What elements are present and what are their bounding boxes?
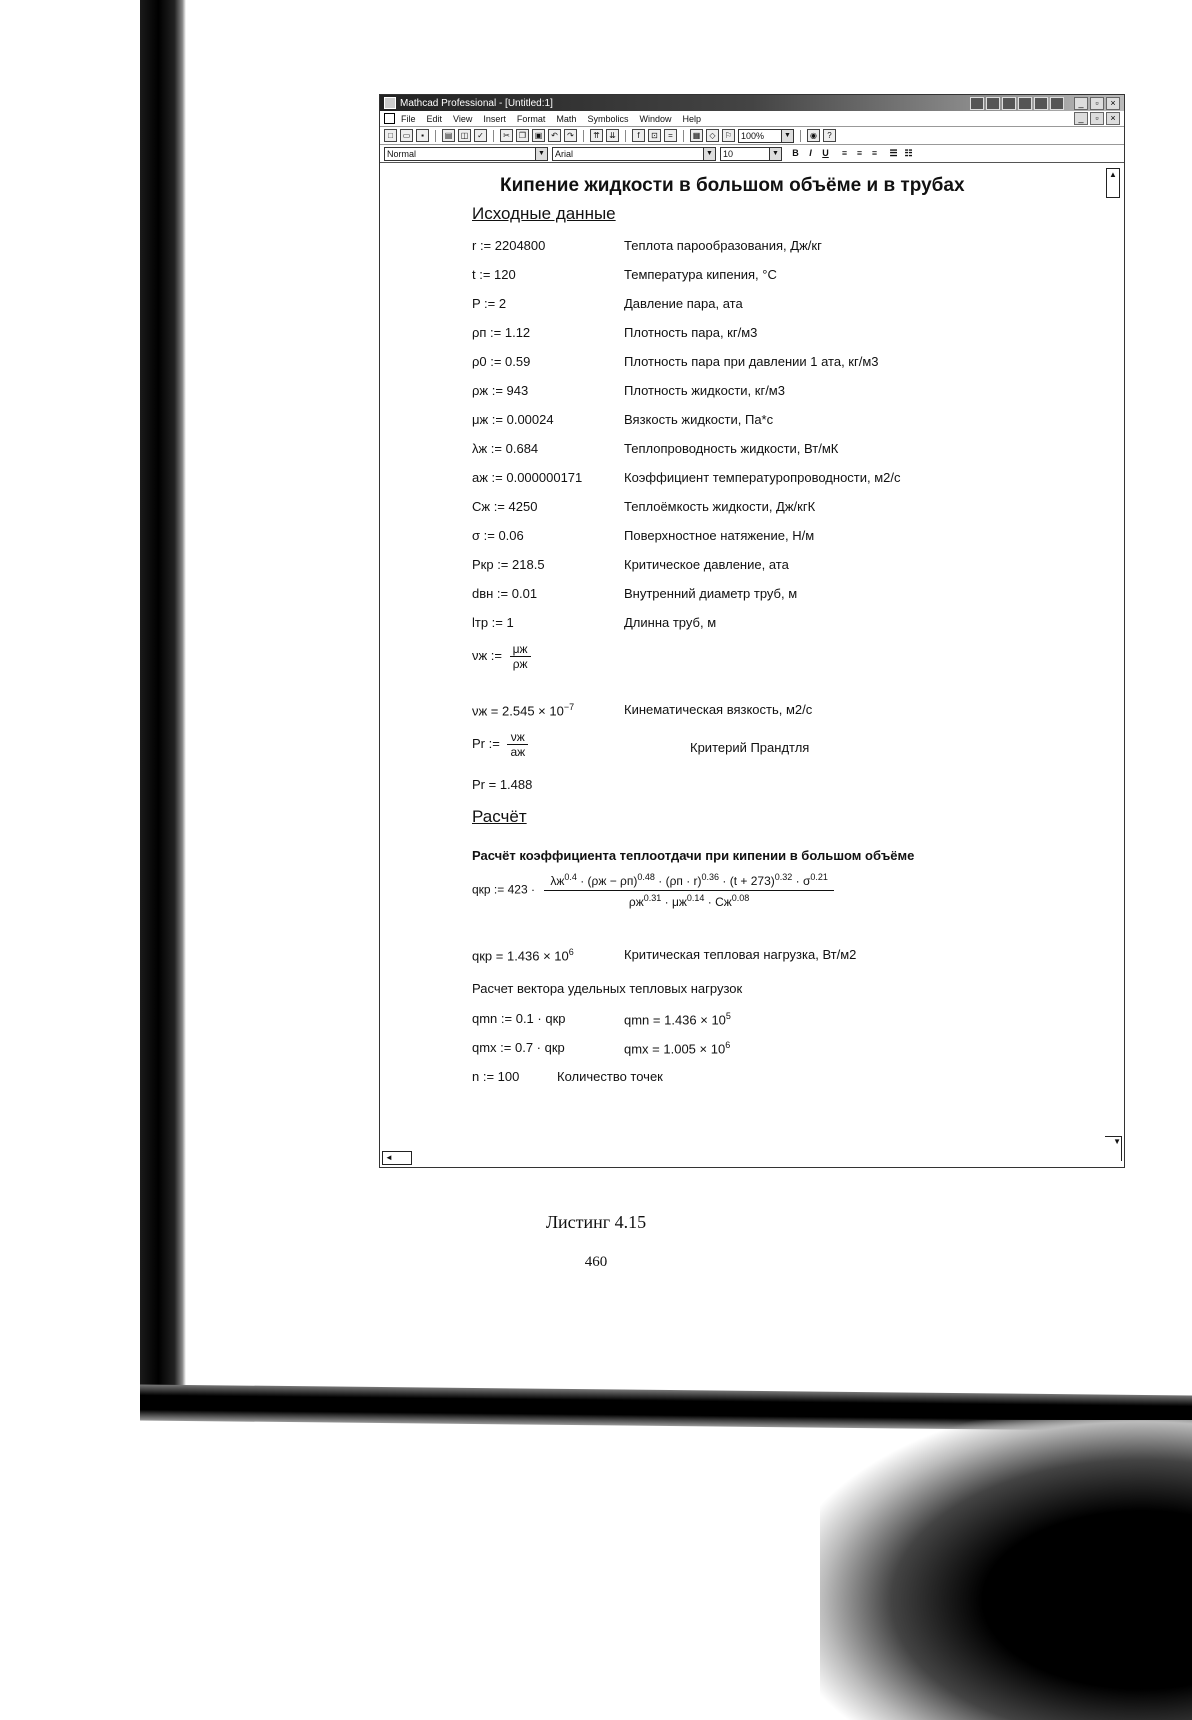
- insert-component-icon[interactable]: ◇: [706, 129, 719, 142]
- document-window-controls: [1074, 112, 1120, 125]
- input-definition[interactable]: P := 2: [472, 296, 507, 311]
- input-description[interactable]: Плотность пара при давлении 1 ата, кг/м3: [624, 354, 879, 369]
- nu-denominator: ρж: [512, 657, 528, 671]
- input-description[interactable]: Теплоёмкость жидкости, Дж/кгК: [624, 499, 816, 514]
- qkr-lhs: qкр := 423 ·: [472, 882, 535, 897]
- nu-numerator: μж: [510, 642, 531, 657]
- nu-result-exponent: −7: [563, 702, 575, 712]
- qkr-fraction: [544, 872, 834, 909]
- doc-close-button[interactable]: ×: [1106, 112, 1120, 125]
- chevron-down-icon: ▼: [781, 130, 793, 142]
- doc-restore-button[interactable]: ▫: [1090, 112, 1104, 125]
- insert-unit-icon[interactable]: ⊡: [648, 129, 661, 142]
- qmn-result[interactable]: [624, 1011, 731, 1027]
- input-definition[interactable]: μж := 0.00024: [472, 412, 554, 427]
- print-preview-icon[interactable]: ◫: [458, 129, 471, 142]
- nu-lhs: νж :=: [472, 647, 503, 663]
- zoom-value: 100%: [741, 130, 765, 141]
- tray-icon[interactable]: [1002, 97, 1016, 110]
- input-definition[interactable]: lтр := 1: [472, 615, 514, 630]
- input-description[interactable]: Коэффициент температуропроводности, м2/с: [624, 470, 901, 485]
- italic-icon[interactable]: I: [809, 148, 812, 158]
- input-description[interactable]: Плотность пара, кг/м3: [624, 325, 758, 340]
- scroll-left-icon[interactable]: ◄: [382, 1151, 412, 1165]
- print-icon[interactable]: ▤: [442, 129, 455, 142]
- page-number: 460: [584, 1254, 608, 1270]
- doc-minimize-button[interactable]: _: [1074, 112, 1088, 125]
- input-description[interactable]: Длинна труб, м: [624, 615, 717, 630]
- pr-lhs: Pr :=: [472, 735, 500, 751]
- app-icon: [384, 97, 396, 109]
- input-definition[interactable]: ρж := 943: [472, 383, 529, 398]
- tray-icon[interactable]: [970, 97, 984, 110]
- qmn-definition[interactable]: qmn := 0.1 · qкр: [472, 1011, 566, 1026]
- calc-subheading: Расчёт коэффициента теплоотдачи при кипении в большом объёме: [472, 848, 915, 863]
- input-description[interactable]: Давление пара, ата: [624, 296, 743, 311]
- tray-icon[interactable]: [986, 97, 1000, 110]
- insert-graph-icon[interactable]: ▦: [690, 129, 703, 142]
- style-select[interactable]: [384, 147, 548, 161]
- menu-bar: [380, 111, 1124, 127]
- scan-corner-shadow: [820, 1420, 1192, 1720]
- section-inputs: Исходные данные: [472, 204, 616, 223]
- undo-icon[interactable]: ↶: [548, 129, 561, 142]
- window-controls: [1074, 97, 1120, 110]
- resources-icon[interactable]: ◉: [807, 129, 820, 142]
- input-definition[interactable]: dвн := 0.01: [472, 586, 538, 601]
- qkr-result-exponent: 6: [568, 947, 574, 957]
- qmx-result-base: qmx = 1.005 × 10: [624, 1041, 726, 1057]
- qmx-definition[interactable]: qmx := 0.7 · qкр: [472, 1040, 565, 1055]
- nu-fraction: [510, 642, 531, 671]
- restore-button[interactable]: ▫: [1090, 97, 1104, 110]
- qmn-result-exponent: 5: [725, 1011, 731, 1021]
- qkr-numerator: $\lambda ж^{0.4} \cdot (\rho ж - \rho п)^{0.48} \cdot (\rho п \cdot r)^{0.36} \cdot (t + 273)^{0.32} \cdot \sigma^{0.21}$: [544, 872, 834, 891]
- insert-function-icon[interactable]: f: [632, 129, 645, 142]
- pr-result[interactable]: Pr = 1.488: [472, 777, 533, 792]
- menu-view[interactable]: View: [453, 113, 473, 124]
- input-description[interactable]: Плотность жидкости, кг/м3: [624, 383, 785, 398]
- paste-icon[interactable]: ▣: [532, 129, 545, 142]
- font-size-value: 10: [723, 148, 734, 159]
- document-icon[interactable]: [384, 113, 395, 124]
- input-description[interactable]: Критическое давление, ата: [624, 557, 789, 572]
- menu-insert[interactable]: Insert: [483, 113, 506, 124]
- nu-result-base: νж = 2.545 × 10: [472, 703, 564, 719]
- spell-check-icon[interactable]: ✓: [474, 129, 487, 142]
- font-value: Arial: [555, 148, 574, 159]
- section-calc: Расчёт: [472, 807, 527, 826]
- scroll-up-icon[interactable]: ▲: [1106, 168, 1120, 198]
- help-icon[interactable]: ?: [823, 129, 836, 142]
- tray-icon[interactable]: [1034, 97, 1048, 110]
- menu-math[interactable]: Math: [556, 113, 577, 124]
- close-button[interactable]: ×: [1106, 97, 1120, 110]
- new-icon[interactable]: □: [384, 129, 397, 142]
- pr-description[interactable]: Критерий Прандтля: [690, 740, 810, 755]
- input-description[interactable]: Температура кипения, °C: [624, 267, 777, 282]
- qkr-result-base: qкр = 1.436 × 10: [472, 948, 569, 964]
- qmn-result-base: qmn = 1.436 × 10: [624, 1012, 726, 1028]
- standard-toolbar: [380, 127, 1124, 145]
- vector-note[interactable]: Расчет вектора удельных тепловых нагрузок: [472, 981, 743, 996]
- input-definition[interactable]: aж := 0.000000171: [472, 470, 583, 485]
- input-definition[interactable]: r := 2204800: [472, 238, 546, 253]
- input-definition[interactable]: Pкр := 218.5: [472, 557, 545, 572]
- taskbar-icons: [970, 97, 1064, 110]
- zoom-select[interactable]: [738, 129, 794, 143]
- cut-icon[interactable]: ✂: [500, 129, 513, 142]
- save-icon[interactable]: ▪: [416, 129, 429, 142]
- qkr-description[interactable]: Критическая тепловая нагрузка, Вт/м2: [624, 947, 857, 962]
- numbering-icon[interactable]: ☷: [904, 148, 913, 158]
- minimize-button[interactable]: _: [1074, 97, 1088, 110]
- title-bar: [380, 95, 1124, 111]
- nu-description[interactable]: Кинематическая вязкость, м2/с: [624, 702, 813, 717]
- align-down-icon[interactable]: ⇊: [606, 129, 619, 142]
- chevron-down-icon: ▼: [769, 148, 781, 160]
- qkr-result[interactable]: [472, 947, 574, 963]
- qmx-result-exponent: 6: [725, 1040, 731, 1050]
- tray-icon[interactable]: [1018, 97, 1032, 110]
- font-select[interactable]: [552, 147, 716, 161]
- listing-caption: Листинг 4.15: [545, 1212, 647, 1232]
- document-title: Кипение жидкости в большом объёме и в трубах: [500, 175, 965, 196]
- window-title: Mathcad Professional - [Untitled:1]: [400, 97, 553, 109]
- worksheet[interactable]: [380, 162, 1124, 1167]
- qkr-definition[interactable]: [472, 872, 834, 909]
- input-description[interactable]: Внутренний диаметр труб, м: [624, 586, 798, 601]
- qmx-result[interactable]: [624, 1040, 730, 1056]
- mathcad-window: [379, 94, 1125, 1168]
- input-description[interactable]: Вязкость жидкости, Па*с: [624, 412, 774, 427]
- input-definition[interactable]: ρ0 := 0.59: [472, 354, 531, 369]
- align-left-icon[interactable]: ≡: [841, 148, 848, 158]
- pr-numerator: νж: [507, 730, 528, 745]
- n-description[interactable]: Количество точек: [557, 1069, 663, 1084]
- redo-icon[interactable]: ↷: [564, 129, 577, 142]
- underline-icon[interactable]: U: [822, 148, 829, 158]
- chevron-down-icon: ▼: [703, 148, 715, 160]
- nu-result[interactable]: [472, 702, 574, 718]
- input-definition[interactable]: ρп := 1.12: [472, 325, 531, 340]
- qkr-denominator: $\rho ж^{0.31} \cdot \mu ж^{0.14} \cdot Cж^{0.08}$: [628, 893, 750, 909]
- menu-file[interactable]: File: [401, 113, 416, 124]
- copy-icon[interactable]: ❐: [516, 129, 529, 142]
- input-definition[interactable]: σ := 0.06: [472, 528, 524, 543]
- input-description[interactable]: Теплота парообразования, Дж/кг: [624, 238, 822, 253]
- nu-definition[interactable]: [472, 642, 531, 671]
- chevron-down-icon: ▼: [535, 148, 547, 160]
- calculate-icon[interactable]: =: [664, 129, 677, 142]
- n-definition[interactable]: n := 100: [472, 1069, 520, 1084]
- input-definition[interactable]: Cж := 4250: [472, 499, 538, 514]
- input-description[interactable]: Теплопроводность жидкости, Вт/мК: [624, 441, 839, 456]
- align-right-icon[interactable]: ≡: [871, 148, 878, 158]
- style-value: Normal: [387, 148, 417, 159]
- menu-symbolics[interactable]: Symbolics: [587, 113, 629, 124]
- align-icon[interactable]: ⇈: [590, 129, 603, 142]
- menu-edit[interactable]: Edit: [426, 113, 443, 124]
- input-description[interactable]: Поверхностное натяжение, Н/м: [624, 528, 815, 543]
- bold-icon[interactable]: B: [792, 148, 799, 158]
- input-definition[interactable]: t := 120: [472, 267, 516, 282]
- menu-format[interactable]: Format: [516, 113, 546, 124]
- formatting-toolbar: [380, 145, 1124, 163]
- bullets-icon[interactable]: ☰: [889, 148, 898, 158]
- align-center-icon[interactable]: ≡: [856, 148, 863, 158]
- pr-denominator: aж: [510, 745, 526, 759]
- scroll-down-icon[interactable]: ▼: [1105, 1136, 1122, 1161]
- scan-binding-shadow: [140, 0, 186, 1420]
- pr-definition[interactable]: [472, 730, 528, 759]
- menu-window[interactable]: Window: [639, 113, 672, 124]
- resource-center-icon[interactable]: ⚐: [722, 129, 735, 142]
- font-size-select[interactable]: [720, 147, 782, 161]
- open-icon[interactable]: ▭: [400, 129, 413, 142]
- pr-fraction: [507, 730, 528, 759]
- menu-help[interactable]: Help: [682, 113, 701, 124]
- input-definition[interactable]: λж := 0.684: [472, 441, 539, 456]
- tray-icon[interactable]: [1050, 97, 1064, 110]
